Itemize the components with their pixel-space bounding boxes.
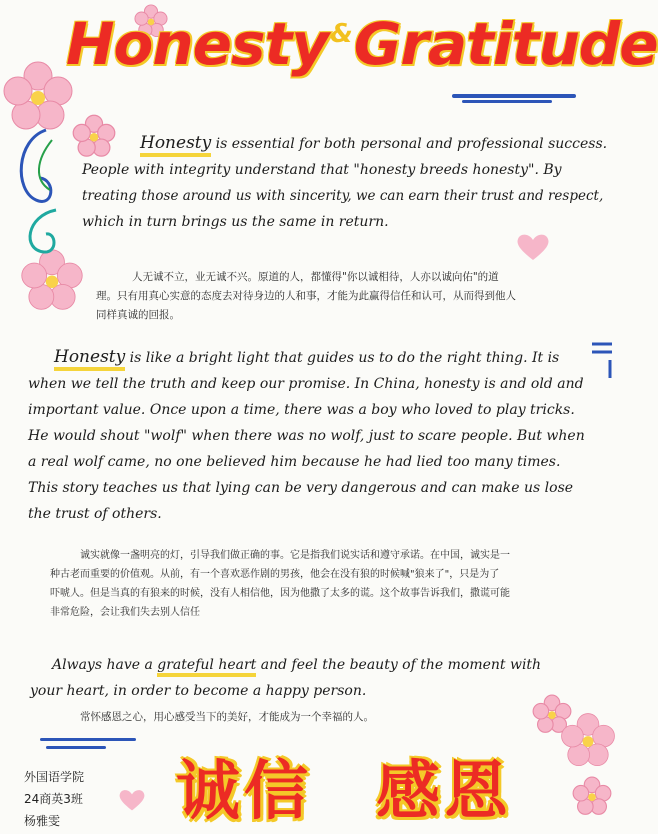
- paragraph-honesty-1: [82, 130, 608, 235]
- zh2-line1: 诚实就像一盏明亮的灯，引导我们做正确的事。它是指我们说实话和遵守承诺。在中国，诚实是一: [80, 550, 510, 561]
- heart-icon-bottom: [118, 788, 146, 812]
- title-ampersand: &: [330, 19, 352, 49]
- zh2-line4: 非常危险，会让我们失去别人信任: [50, 607, 200, 618]
- flower-bottom-right-2: [572, 776, 612, 816]
- zh1-line2: 理。只有用真心实意的态度去对待身边的人和事，才能为此赢得信任和认可，从而得到他人: [96, 290, 516, 302]
- chinese-paragraph-1: [96, 268, 596, 325]
- para2-line4: He would shout "wolf" when there was no wolf, just to scare people. But when: [28, 428, 585, 444]
- para3-line2: your heart, in order to become a happy person.: [30, 683, 367, 699]
- signature-class: 24商英3班: [24, 792, 83, 806]
- keyword-honesty-2: Honesty: [54, 347, 125, 371]
- page-title: [66, 10, 658, 78]
- flower-bottom-right: [560, 712, 616, 768]
- title-underline: [452, 94, 576, 98]
- paragraph-honesty-2: [28, 344, 598, 527]
- zh1-line1: 人无诚不立，业无诚不兴。原道的人，都懂得"你以诚相待，人亦以诚向佑"的道: [132, 271, 499, 283]
- heart-icon-right: [516, 232, 550, 262]
- title-honesty: Honesty: [66, 10, 329, 78]
- banner-honesty: 诚信: [176, 755, 312, 829]
- para2-line1: is like a bright light that guides us to do the right thing. It is: [125, 350, 560, 366]
- para3-line1: and feel the beauty of the moment with: [256, 657, 542, 673]
- zh3-line1: 常怀感恩之心，用心感受当下的美好，才能成为一个幸福的人。: [80, 711, 374, 723]
- para2-line3: important value. Once upon a time, there was a boy who loved to play tricks.: [28, 402, 575, 418]
- zh2-line3: 吓唬人。但是当真的有狼来的时候，没有人相信他，因为他撒了太多的谎。这个故事告诉我们，撒谎可能: [50, 588, 510, 599]
- para2-line7: the trust of others.: [28, 506, 162, 522]
- banner-gratitude: 感恩: [376, 755, 512, 829]
- signature-name: 杨雅雯: [24, 814, 61, 828]
- signature-college: 外国语学院: [24, 770, 85, 784]
- para3-start: Always have a: [52, 657, 158, 673]
- para1-line3: treating those around us with sincerity, we can earn their trust and respect,: [82, 188, 604, 204]
- para2-line2: when we tell the truth and keep our promise. In China, honesty is and old and: [28, 376, 584, 392]
- paragraph-gratitude: [30, 652, 600, 704]
- swirl-decoration-left: [6, 120, 66, 260]
- signature: [24, 766, 84, 832]
- chinese-paragraph-3: [80, 708, 374, 727]
- para2-line5: a real wolf came, no one believed him because he had lied too many times.: [28, 454, 561, 470]
- keyword-honesty-1: Honesty: [140, 133, 211, 157]
- title-gratitude: Gratitude: [353, 10, 658, 78]
- title-underline-2: [462, 100, 552, 103]
- para1-line1: is essential for both personal and professional success.: [211, 136, 608, 152]
- para2-line6: This story teaches us that lying can be very dangerous and can make us lose: [28, 480, 574, 496]
- blue-line-1: [40, 738, 136, 741]
- chinese-paragraph-2: [50, 546, 610, 622]
- para1-line4: which in turn brings us the same in return.: [82, 214, 389, 230]
- blue-line-2: [46, 746, 106, 749]
- para1-line2: People with integrity understand that "honesty breeds honesty". By: [82, 162, 562, 178]
- keyword-grateful-heart: grateful heart: [157, 657, 256, 677]
- zh2-line2: 种古老而重要的价值观。从前，有一个喜欢恶作剧的男孩，他会在没有狼的时候喊"狼来了"，只是为了: [50, 569, 500, 580]
- zh1-line3: 同样真诚的回报。: [96, 309, 180, 321]
